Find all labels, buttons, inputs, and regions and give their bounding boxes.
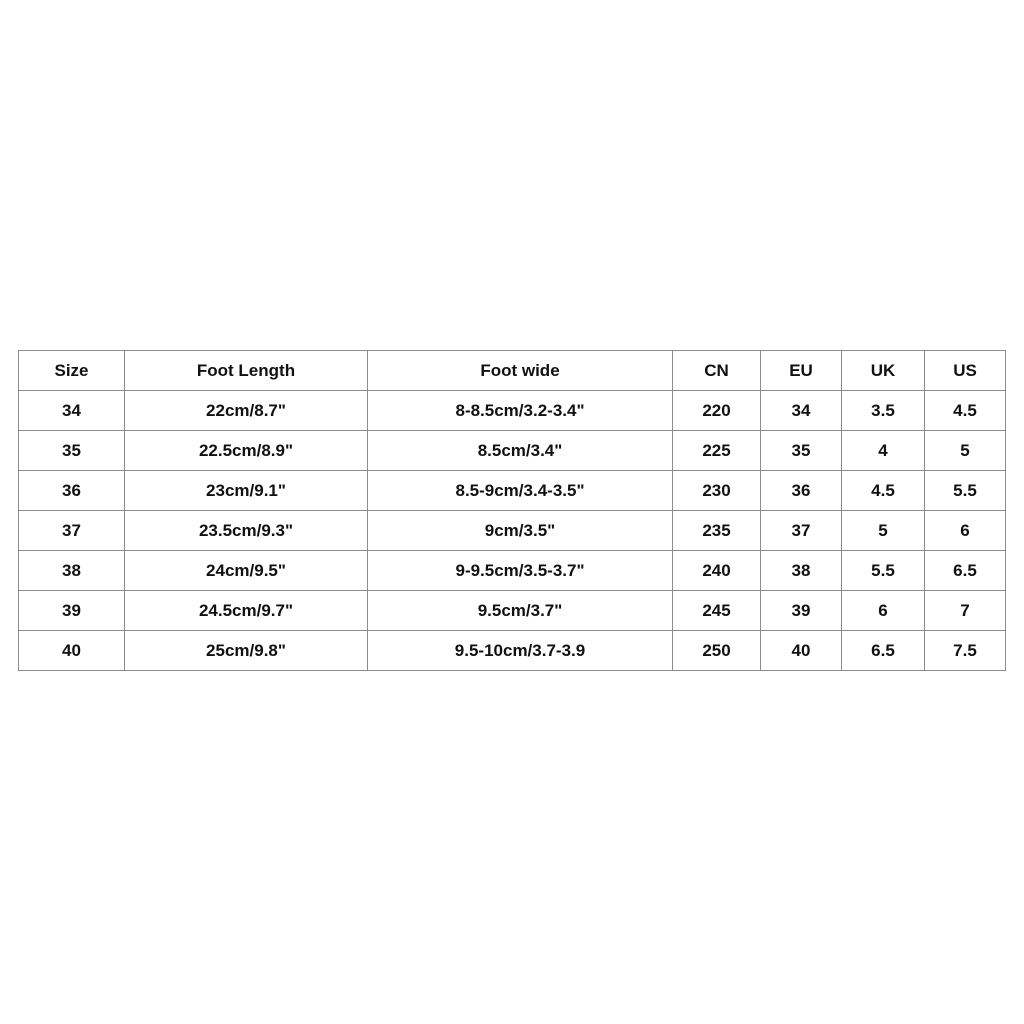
cell-foot-length: 23cm/9.1"	[125, 471, 368, 511]
cell-uk: 5.5	[842, 551, 925, 591]
table-row	[19, 631, 1006, 671]
cell-us: 5	[925, 431, 1006, 471]
cell-eu: 34	[761, 391, 842, 431]
header-us: US	[925, 351, 1006, 391]
cell-size: 39	[19, 591, 125, 631]
header-foot-wide: Foot wide	[368, 351, 673, 391]
table-row	[19, 551, 1006, 591]
table-row	[19, 431, 1006, 471]
cell-eu: 39	[761, 591, 842, 631]
cell-uk: 4.5	[842, 471, 925, 511]
table-row	[19, 471, 1006, 511]
cell-cn: 245	[673, 591, 761, 631]
header-size: Size	[19, 351, 125, 391]
cell-foot-length: 22.5cm/8.9"	[125, 431, 368, 471]
cell-cn: 240	[673, 551, 761, 591]
cell-eu: 37	[761, 511, 842, 551]
cell-eu: 35	[761, 431, 842, 471]
header-eu: EU	[761, 351, 842, 391]
cell-size: 40	[19, 631, 125, 671]
cell-cn: 220	[673, 391, 761, 431]
cell-us: 6	[925, 511, 1006, 551]
cell-foot-length: 24.5cm/9.7"	[125, 591, 368, 631]
cell-cn: 235	[673, 511, 761, 551]
cell-cn: 225	[673, 431, 761, 471]
header-uk: UK	[842, 351, 925, 391]
cell-foot-wide: 9.5-10cm/3.7-3.9	[368, 631, 673, 671]
cell-foot-wide: 9cm/3.5"	[368, 511, 673, 551]
cell-foot-wide: 8-8.5cm/3.2-3.4"	[368, 391, 673, 431]
cell-foot-length: 23.5cm/9.3"	[125, 511, 368, 551]
table-row	[19, 591, 1006, 631]
cell-size: 38	[19, 551, 125, 591]
cell-uk: 3.5	[842, 391, 925, 431]
cell-eu: 38	[761, 551, 842, 591]
cell-foot-length: 22cm/8.7"	[125, 391, 368, 431]
cell-foot-wide: 9.5cm/3.7"	[368, 591, 673, 631]
cell-foot-wide: 8.5cm/3.4"	[368, 431, 673, 471]
cell-uk: 5	[842, 511, 925, 551]
cell-cn: 250	[673, 631, 761, 671]
cell-us: 6.5	[925, 551, 1006, 591]
cell-us: 4.5	[925, 391, 1006, 431]
cell-size: 37	[19, 511, 125, 551]
cell-uk: 4	[842, 431, 925, 471]
size-chart-table	[18, 350, 1006, 671]
cell-foot-length: 25cm/9.8"	[125, 631, 368, 671]
table-header-row	[19, 351, 1006, 391]
cell-us: 7.5	[925, 631, 1006, 671]
header-foot-length: Foot Length	[125, 351, 368, 391]
cell-size: 34	[19, 391, 125, 431]
cell-us: 7	[925, 591, 1006, 631]
cell-foot-length: 24cm/9.5"	[125, 551, 368, 591]
cell-eu: 40	[761, 631, 842, 671]
cell-us: 5.5	[925, 471, 1006, 511]
table-row	[19, 391, 1006, 431]
cell-foot-wide: 8.5-9cm/3.4-3.5"	[368, 471, 673, 511]
cell-uk: 6.5	[842, 631, 925, 671]
cell-size: 35	[19, 431, 125, 471]
cell-foot-wide: 9-9.5cm/3.5-3.7"	[368, 551, 673, 591]
cell-size: 36	[19, 471, 125, 511]
header-cn: CN	[673, 351, 761, 391]
cell-eu: 36	[761, 471, 842, 511]
cell-uk: 6	[842, 591, 925, 631]
table-row	[19, 511, 1006, 551]
cell-cn: 230	[673, 471, 761, 511]
